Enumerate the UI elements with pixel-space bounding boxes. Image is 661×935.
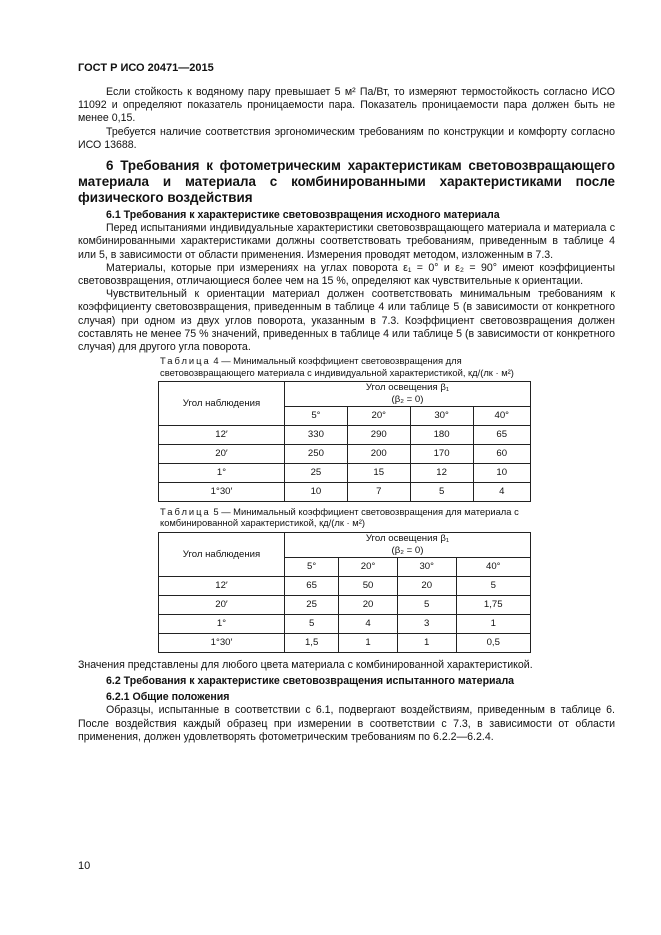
value-cell: 1	[397, 633, 456, 652]
value-cell: 25	[285, 464, 348, 483]
table-row	[159, 614, 531, 633]
value-cell: 1,5	[285, 633, 339, 652]
value-cell: 25	[285, 595, 339, 614]
column-header: 5°	[285, 557, 339, 576]
paragraph: Образцы, испытанные в соответствии с 6.1, подвергают воздействиям, приведенным в таблице 6. После воздействия каждый образец при измерении в соответствии с 7.3, в зависимости от области применения, должен удовлетворять фотометрическим требованиям по 6.2.2—6.2.4.	[78, 704, 615, 743]
table-note: Значения представлены для любого цвета материала с комбинированной характеристикой.	[78, 658, 533, 671]
value-cell: 7	[347, 483, 410, 502]
row-label-cell: 1°30′	[159, 483, 285, 502]
section-6-2-1-heading: 6.2.1 Общие положения	[106, 691, 230, 704]
value-cell: 170	[410, 445, 473, 464]
value-cell: 5	[397, 595, 456, 614]
caption-prefix: Таблица	[160, 355, 211, 367]
column-header: 20°	[339, 557, 398, 576]
group-line-1: Угол освещения β₁	[365, 532, 450, 544]
value-cell: 65	[285, 576, 339, 595]
value-cell: 1	[339, 633, 398, 652]
value-cell: 200	[347, 445, 410, 464]
paragraph: Требуется наличие соответствия эргономическим требованиям по конструкции и комфорту согласно ИСО 13688.	[78, 125, 615, 151]
value-cell: 5	[456, 576, 530, 595]
table-row	[159, 633, 531, 652]
value-cell: 1,75	[456, 595, 530, 614]
column-header: 5°	[285, 407, 348, 426]
column-group-header	[285, 532, 531, 557]
paragraph: Если стойкость к водяному пару превышает 5 м² Па/Вт, то измеряют термостойкость согласно ИСО 11092 и определяют показатель проницаемости пара. Показатель проницаемости пара должен быть не менее 0,15.	[78, 86, 615, 125]
table-4	[158, 381, 531, 502]
document-header: ГОСТ Р ИСО 20471—2015	[78, 62, 214, 74]
page-number: 10	[78, 860, 91, 872]
row-label-cell: 20′	[159, 445, 285, 464]
table-row	[159, 464, 531, 483]
row-label-cell: 12′	[159, 426, 285, 445]
value-cell: 15	[347, 464, 410, 483]
value-cell: 1	[456, 614, 530, 633]
row-label-cell: 1°30′	[159, 633, 285, 652]
value-cell: 60	[473, 445, 530, 464]
page-content	[78, 86, 615, 744]
table-row	[159, 595, 531, 614]
value-cell: 20	[339, 595, 398, 614]
section-6-heading: 6 Требования к фотометрическим характеристикам световозвращающего материала и материала с комбинированными характеристиками после физического воздействия	[78, 158, 615, 206]
column-header: 40°	[473, 407, 530, 426]
row-label-cell: 12′	[159, 576, 285, 595]
table-row	[159, 445, 531, 464]
value-cell: 4	[339, 614, 398, 633]
column-header: 40°	[456, 557, 530, 576]
caption-text: 4 — Минимальный коэффициент световозвращения для световозвращающего материала с индивидуальной характеристикой, кд/(лк · м²)	[160, 355, 514, 378]
group-line-2: (β₂ = 0)	[391, 544, 424, 556]
value-cell: 180	[410, 426, 473, 445]
table-5-caption	[160, 506, 540, 529]
value-cell: 10	[473, 464, 530, 483]
value-cell: 330	[285, 426, 348, 445]
column-group-header	[285, 382, 531, 407]
row-label-cell: 1°	[159, 464, 285, 483]
paragraph: Чувствительный к ориентации материал должен соответствовать минимальным требованиям к коэффициенту световозвращения, приведенным в таблице 4 или таблице 5 (в зависимости от конкретного случая) при одном из двух углов поворота, указанным в 7.3. Коэффициент световозвращения должен составлять не менее 75 % значений, приведенных в таблице 4 или таблице 5 (в зависимости от конкретного случая) для другого угла поворота.	[78, 288, 615, 354]
value-cell: 3	[397, 614, 456, 633]
value-cell: 50	[339, 576, 398, 595]
column-header: 30°	[397, 557, 456, 576]
caption-text: 5 — Минимальный коэффициент световозвращения для материала с комбинированной характеристикой, кд/(лк · м²)	[160, 506, 519, 529]
table-4-caption	[160, 355, 540, 378]
group-line-1: Угол освещения β₁	[365, 382, 450, 394]
row-label-cell: 20′	[159, 595, 285, 614]
row-header: Угол наблюдения	[159, 382, 285, 426]
column-header: 20°	[347, 407, 410, 426]
row-label-cell: 1°	[159, 614, 285, 633]
paragraph: Материалы, которые при измерениях на углах поворота ε₁ = 0° и ε₂ = 90° имеют коэффициенты световозвращения, отличающиеся более чем на 15 %, определяют как чувствительные к ориентации.	[78, 261, 615, 288]
table-row	[159, 576, 531, 595]
section-6-1-heading: 6.1 Требования к характеристике световозвращения исходного материала	[106, 209, 500, 222]
table-row	[159, 483, 531, 502]
group-line-2: (β₂ = 0)	[391, 394, 424, 406]
value-cell: 65	[473, 426, 530, 445]
value-cell: 0,5	[456, 633, 530, 652]
section-6-2-heading: 6.2 Требования к характеристике световозвращения испытанного материала	[106, 675, 515, 688]
value-cell: 10	[285, 483, 348, 502]
value-cell: 4	[473, 483, 530, 502]
value-cell: 5	[410, 483, 473, 502]
table-5	[158, 532, 531, 653]
paragraph: Перед испытаниями индивидуальные характеристики световозвращающего материала и материала с комбинированными характеристиками должны соответствовать требованиям, приведенным в таблице 4 или 5, в зависимости от области применения. Измерения проводят методом, изложенным в 7.3.	[78, 222, 615, 261]
value-cell: 20	[397, 576, 456, 595]
value-cell: 5	[285, 614, 339, 633]
value-cell: 250	[285, 445, 348, 464]
row-header: Угол наблюдения	[159, 532, 285, 576]
value-cell: 12	[410, 464, 473, 483]
column-header: 30°	[410, 407, 473, 426]
table-row	[159, 426, 531, 445]
caption-prefix: Таблица	[160, 506, 211, 518]
value-cell: 290	[347, 426, 410, 445]
